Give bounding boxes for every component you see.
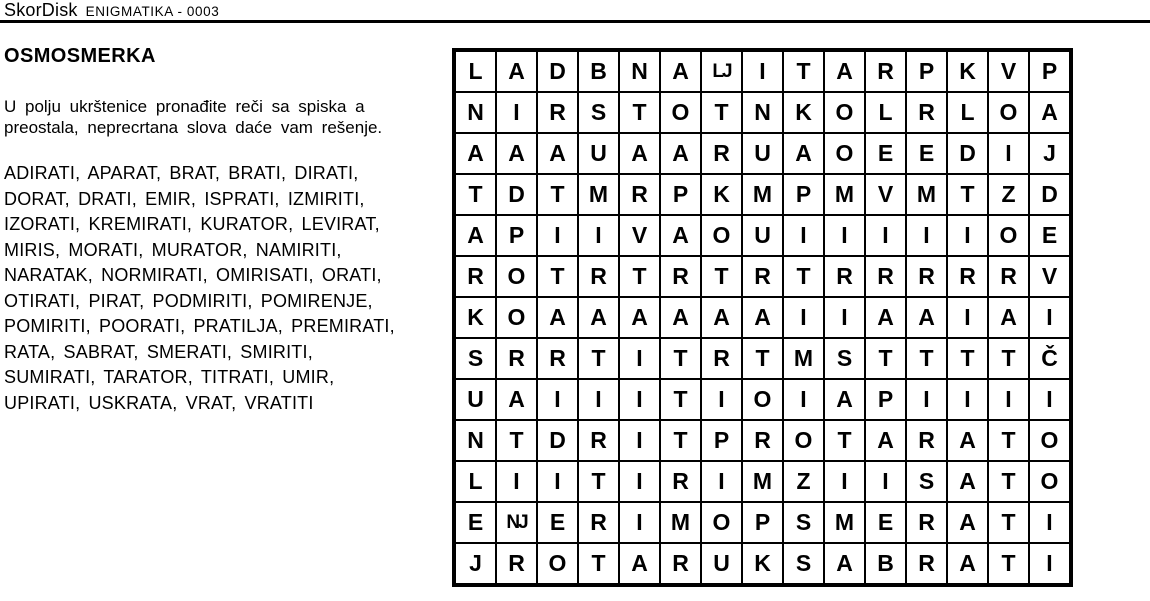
grid-cell[interactable]: I bbox=[824, 461, 865, 502]
grid-cell[interactable]: T bbox=[988, 420, 1029, 461]
grid-cell[interactable]: I bbox=[619, 502, 660, 543]
grid-cell[interactable]: T bbox=[988, 461, 1029, 502]
word-list-line: IZORATI, KREMIRATI, KURATOR, LEVIRAT, bbox=[4, 214, 380, 234]
grid-cell[interactable]: I bbox=[783, 297, 824, 338]
grid-row bbox=[454, 133, 1071, 174]
grid-cell[interactable]: R bbox=[619, 174, 660, 215]
puzzle-title: OSMOSMERKA bbox=[4, 45, 156, 67]
grid-cell[interactable]: I bbox=[783, 379, 824, 420]
grid-cell[interactable]: A bbox=[906, 297, 947, 338]
grid-cell[interactable]: R bbox=[454, 256, 496, 297]
word-list-line: ADIRATI, APARAT, BRAT, BRATI, DIRATI, bbox=[4, 163, 359, 183]
grid-cell[interactable]: I bbox=[947, 297, 988, 338]
grid-cell[interactable]: A bbox=[783, 133, 824, 174]
grid-cell[interactable]: R bbox=[865, 50, 906, 92]
word-list-line: UPIRATI, USKRATA, VRAT, VRATITI bbox=[4, 392, 314, 413]
grid-cell[interactable]: M bbox=[742, 461, 783, 502]
grid-cell[interactable]: T bbox=[701, 92, 742, 133]
grid-cell[interactable]: A bbox=[660, 297, 701, 338]
grid-cell[interactable]: O bbox=[824, 92, 865, 133]
instructions bbox=[4, 96, 449, 138]
grid-cell[interactable]: T bbox=[701, 256, 742, 297]
word-list-line: MIRIS, MORATI, MURATOR, NAMIRITI, bbox=[4, 239, 342, 260]
grid-cell[interactable]: N bbox=[454, 92, 496, 133]
grid-row bbox=[454, 50, 1071, 92]
grid-cell[interactable]: I bbox=[701, 379, 742, 420]
instructions-line: preostala, neprecrtana slova daće vam rešenje. bbox=[4, 118, 383, 137]
grid-cell[interactable]: K bbox=[454, 297, 496, 338]
grid-cell[interactable]: T bbox=[783, 50, 824, 92]
grid-cell[interactable]: S bbox=[454, 338, 496, 379]
grid-cell[interactable]: A bbox=[824, 379, 865, 420]
grid-cell[interactable]: R bbox=[701, 133, 742, 174]
grid-cell[interactable]: O bbox=[1029, 420, 1071, 461]
grid-row bbox=[454, 174, 1071, 215]
grid-cell[interactable]: T bbox=[619, 92, 660, 133]
grid-cell[interactable]: K bbox=[701, 174, 742, 215]
grid-cell[interactable]: T bbox=[578, 461, 619, 502]
grid-cell[interactable]: I bbox=[783, 215, 824, 256]
grid-cell[interactable]: O bbox=[824, 133, 865, 174]
grid-cell[interactable]: A bbox=[660, 215, 701, 256]
grid-cell[interactable]: B bbox=[578, 50, 619, 92]
edition-text: ENIGMATIKA - 0003 bbox=[85, 4, 220, 19]
grid-cell[interactable]: U bbox=[742, 133, 783, 174]
grid-row bbox=[454, 420, 1071, 461]
grid-cell[interactable]: I bbox=[701, 461, 742, 502]
grid-row bbox=[454, 379, 1071, 420]
grid-cell[interactable]: A bbox=[824, 543, 865, 585]
grid-cell[interactable]: A bbox=[1029, 92, 1071, 133]
grid-cell[interactable]: R bbox=[824, 256, 865, 297]
grid-cell[interactable]: T bbox=[824, 420, 865, 461]
grid-cell[interactable]: J bbox=[1029, 133, 1071, 174]
grid-cell[interactable]: I bbox=[1029, 543, 1071, 585]
grid-cell[interactable]: R bbox=[906, 420, 947, 461]
grid-cell[interactable]: E bbox=[906, 133, 947, 174]
grid-cell[interactable]: D bbox=[537, 50, 578, 92]
grid-cell[interactable]: I bbox=[537, 215, 578, 256]
grid-cell[interactable]: S bbox=[783, 543, 824, 585]
grid-cell[interactable]: P bbox=[496, 215, 537, 256]
grid-cell[interactable]: M bbox=[824, 502, 865, 543]
grid-row bbox=[454, 338, 1071, 379]
grid-cell[interactable]: A bbox=[742, 297, 783, 338]
grid-cell[interactable]: M bbox=[660, 502, 701, 543]
grid-cell[interactable]: R bbox=[578, 502, 619, 543]
grid-cell[interactable]: L bbox=[454, 50, 496, 92]
grid-cell[interactable]: T bbox=[660, 338, 701, 379]
grid-cell[interactable]: O bbox=[496, 256, 537, 297]
letter-grid bbox=[452, 48, 1073, 587]
letter-grid-body bbox=[454, 50, 1071, 585]
grid-row bbox=[454, 502, 1071, 543]
word-list-line: DORAT, DRATI, EMIR, ISPRATI, IZMIRITI, bbox=[4, 188, 365, 209]
page-header bbox=[4, 0, 219, 21]
grid-cell[interactable]: T bbox=[454, 174, 496, 215]
grid-cell[interactable]: U bbox=[454, 379, 496, 420]
grid-cell[interactable]: P bbox=[783, 174, 824, 215]
word-list-line: OTIRATI, PIRAT, PODMIRITI, POMIRENJE, bbox=[4, 290, 373, 311]
grid-cell[interactable]: P bbox=[906, 50, 947, 92]
grid-cell[interactable]: A bbox=[454, 133, 496, 174]
grid-cell[interactable]: U bbox=[701, 543, 742, 585]
grid-cell[interactable]: S bbox=[906, 461, 947, 502]
header-divider bbox=[0, 20, 1150, 23]
grid-cell[interactable]: R bbox=[742, 420, 783, 461]
grid-cell[interactable]: A bbox=[496, 379, 537, 420]
grid-cell[interactable]: I bbox=[619, 461, 660, 502]
grid-cell[interactable]: LJ bbox=[701, 50, 742, 92]
grid-cell[interactable]: O bbox=[496, 297, 537, 338]
grid-row bbox=[454, 297, 1071, 338]
grid-cell[interactable]: D bbox=[947, 133, 988, 174]
grid-cell[interactable]: A bbox=[537, 133, 578, 174]
grid-cell[interactable]: T bbox=[783, 256, 824, 297]
grid-cell[interactable]: T bbox=[578, 543, 619, 585]
grid-cell[interactable]: A bbox=[537, 297, 578, 338]
grid-cell[interactable]: R bbox=[906, 92, 947, 133]
grid-cell[interactable]: R bbox=[988, 256, 1029, 297]
word-list-line: POMIRITI, POORATI, PRATILJA, PREMIRATI, bbox=[4, 316, 395, 336]
grid-cell[interactable]: R bbox=[496, 543, 537, 585]
grid-cell[interactable]: M bbox=[578, 174, 619, 215]
grid-cell[interactable]: I bbox=[619, 338, 660, 379]
grid-cell[interactable]: R bbox=[660, 461, 701, 502]
grid-cell[interactable]: I bbox=[619, 420, 660, 461]
grid-cell[interactable]: T bbox=[742, 338, 783, 379]
grid-cell[interactable]: P bbox=[1029, 50, 1071, 92]
grid-cell[interactable]: L bbox=[865, 92, 906, 133]
grid-cell[interactable]: V bbox=[865, 174, 906, 215]
grid-cell[interactable]: K bbox=[783, 92, 824, 133]
brand-text: SkorDisk bbox=[4, 0, 78, 20]
grid-cell[interactable]: A bbox=[947, 502, 988, 543]
grid-cell[interactable]: D bbox=[1029, 174, 1071, 215]
grid-cell[interactable]: J bbox=[454, 543, 496, 585]
grid-cell[interactable]: I bbox=[1029, 379, 1071, 420]
grid-cell[interactable]: A bbox=[619, 543, 660, 585]
grid-cell[interactable]: R bbox=[947, 256, 988, 297]
grid-cell[interactable]: B bbox=[865, 543, 906, 585]
grid-cell[interactable]: R bbox=[537, 92, 578, 133]
word-list bbox=[4, 161, 449, 416]
grid-cell[interactable]: I bbox=[537, 379, 578, 420]
grid-cell[interactable]: T bbox=[988, 338, 1029, 379]
grid-cell[interactable]: I bbox=[947, 215, 988, 256]
grid-cell[interactable]: E bbox=[865, 133, 906, 174]
grid-row bbox=[454, 92, 1071, 133]
grid-cell[interactable]: I bbox=[1029, 297, 1071, 338]
grid-cell[interactable]: V bbox=[988, 50, 1029, 92]
grid-cell[interactable]: R bbox=[578, 256, 619, 297]
grid-cell[interactable]: T bbox=[660, 420, 701, 461]
grid-cell[interactable]: U bbox=[742, 215, 783, 256]
grid-cell[interactable]: A bbox=[947, 461, 988, 502]
grid-cell[interactable]: E bbox=[1029, 215, 1071, 256]
grid-row bbox=[454, 461, 1071, 502]
grid-cell[interactable]: I bbox=[947, 379, 988, 420]
grid-cell[interactable]: T bbox=[988, 502, 1029, 543]
grid-cell[interactable]: P bbox=[865, 379, 906, 420]
grid-cell[interactable]: L bbox=[947, 92, 988, 133]
instructions-line: U polju ukrštenice pronađite reči sa spiska a bbox=[4, 97, 365, 116]
grid-cell[interactable]: V bbox=[619, 215, 660, 256]
grid-cell[interactable]: I bbox=[496, 461, 537, 502]
grid-cell[interactable]: S bbox=[824, 338, 865, 379]
grid-cell[interactable]: M bbox=[906, 174, 947, 215]
grid-cell[interactable]: T bbox=[619, 256, 660, 297]
grid-cell[interactable]: T bbox=[947, 174, 988, 215]
grid-cell[interactable]: A bbox=[660, 50, 701, 92]
grid-cell[interactable]: A bbox=[578, 297, 619, 338]
grid-cell[interactable]: M bbox=[742, 174, 783, 215]
grid-cell[interactable]: T bbox=[906, 338, 947, 379]
grid-cell[interactable]: D bbox=[537, 420, 578, 461]
grid-cell[interactable]: E bbox=[454, 502, 496, 543]
grid-cell[interactable]: K bbox=[947, 50, 988, 92]
grid-cell[interactable]: O bbox=[988, 215, 1029, 256]
grid-cell[interactable]: T bbox=[578, 338, 619, 379]
grid-cell[interactable]: K bbox=[742, 543, 783, 585]
grid-cell[interactable]: A bbox=[988, 297, 1029, 338]
grid-cell[interactable]: I bbox=[1029, 502, 1071, 543]
grid-cell[interactable]: R bbox=[496, 338, 537, 379]
grid-cell[interactable]: Z bbox=[988, 174, 1029, 215]
grid-cell[interactable]: A bbox=[619, 133, 660, 174]
grid-cell[interactable]: I bbox=[865, 215, 906, 256]
grid-cell[interactable]: V bbox=[1029, 256, 1071, 297]
grid-cell[interactable]: D bbox=[496, 174, 537, 215]
grid-cell[interactable]: S bbox=[783, 502, 824, 543]
grid-cell[interactable]: I bbox=[906, 379, 947, 420]
grid-cell[interactable]: O bbox=[701, 215, 742, 256]
grid-cell[interactable]: P bbox=[742, 502, 783, 543]
grid-cell[interactable]: A bbox=[865, 297, 906, 338]
grid-cell[interactable]: R bbox=[578, 420, 619, 461]
grid-row bbox=[454, 543, 1071, 585]
grid-cell[interactable]: I bbox=[988, 379, 1029, 420]
grid-cell[interactable]: N bbox=[619, 50, 660, 92]
grid-cell[interactable]: A bbox=[947, 420, 988, 461]
grid-cell[interactable]: T bbox=[537, 256, 578, 297]
grid-cell[interactable]: L bbox=[454, 461, 496, 502]
grid-cell[interactable]: I bbox=[906, 215, 947, 256]
grid-row bbox=[454, 256, 1071, 297]
grid-cell[interactable]: M bbox=[783, 338, 824, 379]
grid-cell[interactable]: T bbox=[660, 379, 701, 420]
grid-cell[interactable]: O bbox=[537, 543, 578, 585]
grid-cell[interactable]: A bbox=[496, 133, 537, 174]
word-list-line: SUMIRATI, TARATOR, TITRATI, UMIR, bbox=[4, 367, 335, 387]
grid-cell[interactable]: E bbox=[865, 502, 906, 543]
grid-cell[interactable]: R bbox=[906, 256, 947, 297]
grid-cell[interactable]: I bbox=[537, 461, 578, 502]
word-list-line: RATA, SABRAT, SMERATI, SMIRITI, bbox=[4, 341, 313, 362]
grid-cell[interactable]: I bbox=[578, 379, 619, 420]
grid-cell[interactable]: I bbox=[578, 215, 619, 256]
grid-cell[interactable]: R bbox=[537, 338, 578, 379]
grid-cell[interactable]: S bbox=[578, 92, 619, 133]
grid-cell[interactable]: Č bbox=[1029, 338, 1071, 379]
grid-cell[interactable]: I bbox=[824, 297, 865, 338]
grid-cell[interactable]: N bbox=[742, 92, 783, 133]
grid-cell[interactable]: E bbox=[537, 502, 578, 543]
grid-cell[interactable]: R bbox=[742, 256, 783, 297]
grid-cell[interactable]: O bbox=[988, 92, 1029, 133]
grid-cell[interactable]: P bbox=[660, 174, 701, 215]
grid-cell[interactable]: NJ bbox=[496, 502, 537, 543]
grid-cell[interactable]: M bbox=[824, 174, 865, 215]
grid-cell[interactable]: A bbox=[496, 50, 537, 92]
grid-cell[interactable]: A bbox=[824, 50, 865, 92]
grid-cell[interactable]: O bbox=[1029, 461, 1071, 502]
grid-cell[interactable]: A bbox=[865, 420, 906, 461]
grid-cell[interactable]: T bbox=[865, 338, 906, 379]
grid-cell[interactable]: O bbox=[783, 420, 824, 461]
grid-cell[interactable]: Z bbox=[783, 461, 824, 502]
grid-cell[interactable]: U bbox=[578, 133, 619, 174]
grid-cell[interactable]: I bbox=[619, 379, 660, 420]
grid-cell[interactable]: I bbox=[496, 92, 537, 133]
grid-row bbox=[454, 215, 1071, 256]
grid-cell[interactable]: R bbox=[865, 256, 906, 297]
grid-cell[interactable]: R bbox=[906, 543, 947, 585]
grid-cell[interactable]: O bbox=[742, 379, 783, 420]
grid-cell[interactable]: I bbox=[742, 50, 783, 92]
word-list-line: NARATAK, NORMIRATI, OMIRISATI, ORATI, bbox=[4, 265, 382, 285]
grid-cell[interactable]: O bbox=[660, 92, 701, 133]
grid-cell[interactable]: R bbox=[906, 502, 947, 543]
grid-cell[interactable]: A bbox=[660, 133, 701, 174]
grid-cell[interactable]: I bbox=[865, 461, 906, 502]
grid-cell[interactable]: A bbox=[701, 297, 742, 338]
grid-cell[interactable]: A bbox=[619, 297, 660, 338]
grid-cell[interactable]: A bbox=[947, 543, 988, 585]
grid-cell[interactable]: A bbox=[454, 215, 496, 256]
grid-cell[interactable]: R bbox=[660, 256, 701, 297]
grid-cell[interactable]: R bbox=[660, 543, 701, 585]
grid-cell[interactable]: T bbox=[947, 338, 988, 379]
grid-cell[interactable]: I bbox=[824, 215, 865, 256]
grid-cell[interactable]: T bbox=[537, 174, 578, 215]
grid-cell[interactable]: T bbox=[988, 543, 1029, 585]
grid-cell[interactable]: N bbox=[454, 420, 496, 461]
grid-cell[interactable]: I bbox=[988, 133, 1029, 174]
grid-cell[interactable]: T bbox=[496, 420, 537, 461]
grid-cell[interactable]: O bbox=[701, 502, 742, 543]
grid-cell[interactable]: R bbox=[701, 338, 742, 379]
grid-cell[interactable]: P bbox=[701, 420, 742, 461]
